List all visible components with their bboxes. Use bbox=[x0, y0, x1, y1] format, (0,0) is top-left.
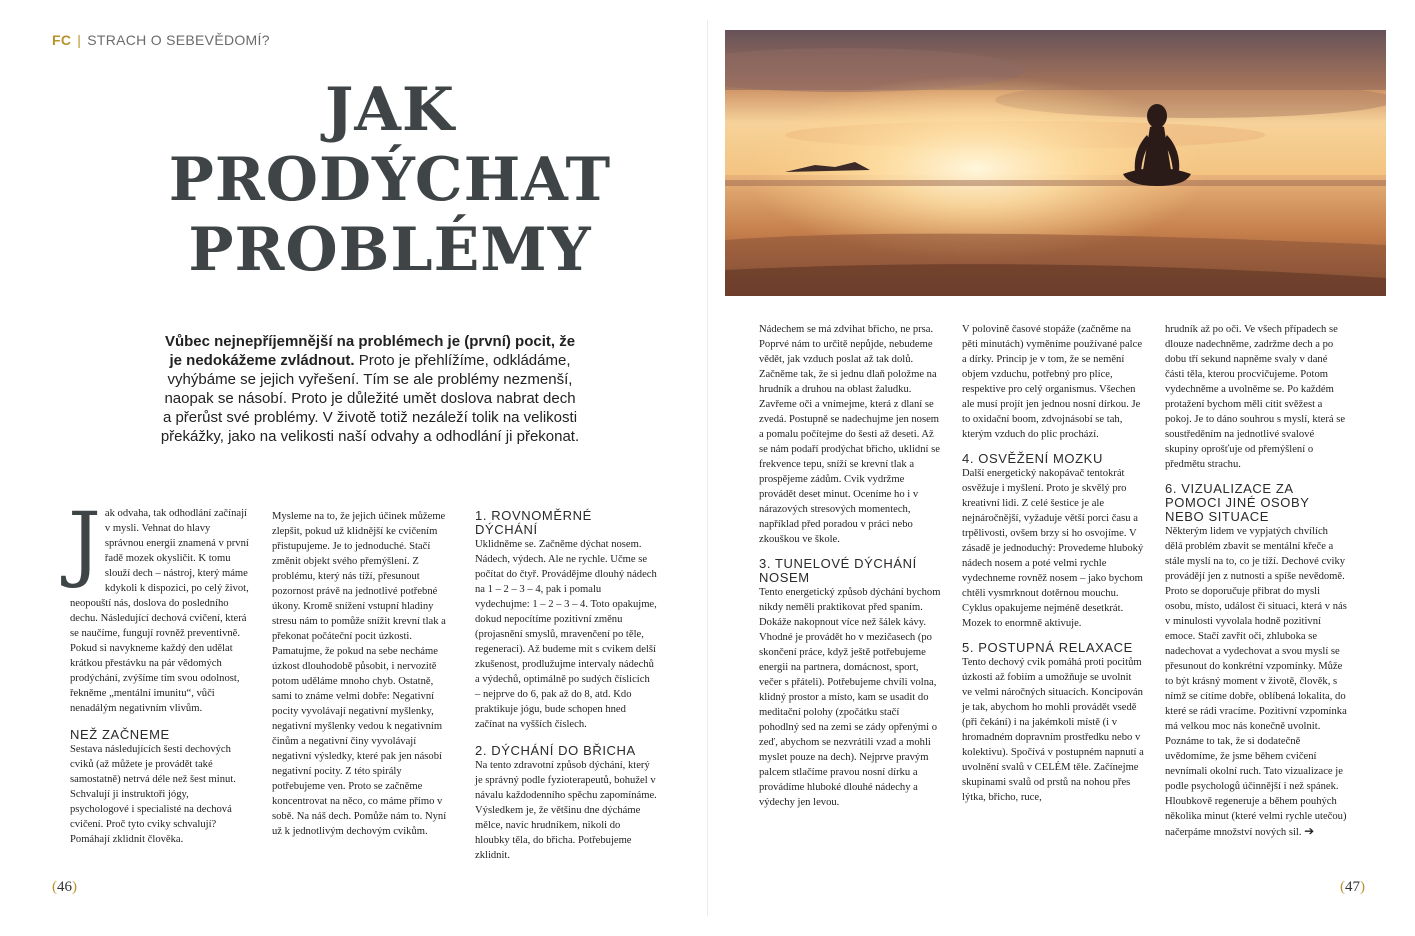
column-5 bbox=[962, 322, 1144, 805]
intro-paragraph: ak odvaha, tak odhodlání začínají v mysli. Vehnat do hlavy správnou energii znamená v první řadě mozek okysličit. K tomu slouží dech – nástroj, který máme kdykoli k dispozici, po celý život, neopouští nás, doslova do posledního dechu. Následující dechová cvičení, která se naučíme, fungují rovněž preventivně. Pokud si navykneme každý den udělat krátkou přestávku na pár vědomých prodýchání, zvýšíme tím svou odolnost, řekněme „mentální imunitu“, vůči nenadálým negativním vlivům. bbox=[70, 508, 249, 714]
paragraph-nez-zacneme: Sestava následujících šesti dechových cviků (až můžete je provádět také samostatně) netrvá déle než šest minut. Schvalují ji instruktoři jógy, psychologové i specialisté na dechová cvičení. Proč tyto cviky schvalují? Pomáhají zklidnit člověka. bbox=[70, 744, 236, 845]
column-2 bbox=[272, 509, 452, 839]
page-gutter bbox=[707, 20, 708, 916]
paragraph-exercise-2: Na tento zdravotní způsob dýchání, který je správný podle fyzioterapeutů, bohužel v návalu každodenního spěchu zapomínáme. Výsledkem je, že většinu dne dýcháme mělce, navíc hrudníkem, nikoli do hloubky těla, do břicha. Potřebujeme zklidnit. bbox=[475, 760, 657, 861]
title-line-2: PRODÝCHAT bbox=[168, 145, 612, 215]
paragraph-exercise-3-cont: V polovině časové stopáže (začněme na pěti minutách) vyměníme používané palce a dírky. Princip je v tom, že se nemění objem vzduchu, potřebný pro plíce, respektive pro celý organismus. Všechen ale musí projít jen jednou nosní dírkou. Je to oxidační boom, zdvojnásobí se tah, kterým vzduch do plic prochází. bbox=[962, 324, 1143, 440]
magazine-code: FC bbox=[52, 32, 72, 48]
paragraph-exercise-5: Tento dechový cvik pomáhá proti pocitům úzkosti až fobiím a umožňuje se uvolnit ve velmi náročných situacích. Koncipován je tak, abychom ho mohli provádět vsedě (při čekání) i na jakémkoli místě (i v hromadném dopravním prostředku nebo v kolektivu). Spočívá v postupném napnutí a uvolnění svalů v CELÉM těle. Začínejme skupinami svalů od prstů na nohou přes lýtka, břicho, ruce, bbox=[962, 657, 1144, 803]
page-number-right: (47) bbox=[1340, 879, 1365, 895]
paragraph-exercise-5-cont: hrudník až po oči. Ve všech případech se dlouze nadechněme, zadržme dech a po dobu tří sekund napněme svaly v dané části těla, kterou procvičujeme. Potom vydechněme a uvolněme se. Po každém protažení bychom měli cítit svěžest a pokoj. Je to dáno souhrou s myslí, která se soustředěním na jednotlivé svalové skupiny oprošťuje od přemýšlení o předmětu strachu. bbox=[1165, 324, 1346, 470]
lead-bold: Vůbec nejnepříjemnější na problémech je (první) pocit, že je nedokážeme zvládnout. bbox=[164, 333, 576, 369]
article-lead bbox=[160, 332, 580, 446]
column-3 bbox=[475, 509, 657, 863]
heading-exercise-6: 6. VIZUALIZACE ZA POMOCI JINÉ OSOBY NEBO SITUACE bbox=[1165, 481, 1310, 524]
paragraph-exercise-3: Tento energetický způsob dýchání bychom nikdy neměli praktikovat před spaním. Dokáže nakopnout více než šálek kávy. Vhodné je provádět ho v mezičasech (po skončení práce, když ještě potřebujeme energii na partnera, domácnost, sport, večer s přáteli). Potřebujeme chvíli volna, klidný prostor a místo, kam se usadit do meditační polohy (zpočátku stačí pohodlný sed na zemi se zády opřenými o zeď, abychom se nezvrátili vzad a mohli myslet pouze na dech). Nejprve pravým palcem stlačíme pravou nosní dírku a provádíme hluboké dlouhé nádechy a výdechy jen levou. bbox=[759, 587, 941, 808]
heading-exercise-1: 1. ROVNOMĚRNÉ DÝCHÁNÍ bbox=[475, 508, 592, 537]
paragraph-exercise-6: Některým lidem ve vypjatých chvílích dělá problém zbavit se mentální křeče a stále myslí na to, co je tíží. Dechové cviky provádějí jen z nutnosti a spíše nevědomě. Proto se doporučuje přibrat do mysli osobu, místo, událost či situaci, která v nás v minulosti vyvolala hodně pozitivní emoce. Stačí zavřít oči, zhluboka se nadechovat a vydechovat a svou myslí se přesunout do konkrétní vzpomínky. Může to být krásný moment v životě, člověk, s nímž se cítíme dobře, oblíbená lokalita, do které se rádi vracíme. Pozitivní vzpomínka má velkou moc nás konečně uvolnit. Poznáme to tak, že si dodatečně uvědomíme, že jsme během cvičení nevnímali okolní ruch. Tato vizualizace je podle psychologů účinnější i než spánek. Hloubkově regeneruje a během pouhých několika minut (které velmi rychle utečou) načerpáme množství nových sil. ➔ bbox=[1165, 526, 1347, 838]
paragraph-exercise-2-cont: Nádechem se má zdvihat břicho, ne prsa. Poprvé nám to určitě nepůjde, nebudeme vědět, jak vzduch poslat až tak dolů. Začněme tak, že si jednu dlaň položme na hrudník a druhou na oblast žaludku. Zavřeme oči a vnímejme, která z dlaní se zvedá. Postupně se nadechujme jen nosem a pomalu počítejme do šesti až deseti. Až se nám podaří prodýchat břicho, uklidní se frekvence tepu, sníží se krevní tlak a prospějeme zádům. Cvik vydržme provádět deset minut. Oceníme ho i v nárazových stresových momentech, například před poradou v práci nebo zkouškou ve škole. bbox=[759, 324, 940, 545]
page-number-left: (46) bbox=[52, 879, 77, 895]
heading-exercise-2: 2. DÝCHÁNÍ DO BŘICHA bbox=[475, 743, 636, 758]
heading-exercise-4: 4. OSVĚŽENÍ MOZKU bbox=[962, 451, 1103, 466]
paragraph-col2: Mysleme na to, že jejich účinek můžeme zlepšit, pokud už klidnější ke cvičením přistupujeme. Je to jednoduché. Stačí změnit objekt svého přemýšlení. Z problému, který nás tíží, přesunout pozornost právě na jednotlivé potřebné úkony. Kromě snížení vstupní hladiny stresu nám to pomůže snížit krevní tlak a překonat počáteční pocit úzkosti. Pamatujme, že pokud na sebe necháme úzkost dlouhodobě působit, i nervozitě potom uděláme mnoho chyb. Ostatně, sami to známe velmi dobře: Negativní pocity vyvolávají negativní myšlenky, negativní myšlenky vedou k negativním činům a negativní činy vyvolávají negativní výsledky, které pak jen násobí negativní pocity. Z této spirály potřebujeme ven. Proto se začněme koncentrovat na něco, co máme přímo v sobě. Na náš dech. Pomůže nám to. Nyní už k jednotlivým dechovým cvikům. bbox=[272, 511, 447, 837]
drop-cap: J bbox=[68, 496, 101, 591]
title-line-1: JAK bbox=[324, 75, 456, 145]
article-title bbox=[150, 75, 630, 285]
header-separator: | bbox=[77, 32, 82, 48]
paragraph-exercise-4: Další energetický nakopávač tentokrát osvěžuje i myšlení. Proto je skvělý pro kreativní lidi. Z celé šestice je ale nejnáročnější, vyžaduje větší porci času a trpělivosti, ovšem brzy si ho osvojíme. V zásadě je jednoduchý: Provedeme hluboký nádech nosem a poté velmi rychle vydechneme rovněž nosem – jako bychom chtěli vysmrknout dotěrnou mouchu. Cyklus opakujeme nejméně desetkrát. Mozek to enormně aktivuje. bbox=[962, 468, 1144, 629]
section-header bbox=[52, 32, 270, 48]
section-name: STRACH O SEBEVĚDOMÍ? bbox=[87, 32, 270, 48]
column-6 bbox=[1165, 322, 1348, 840]
meditation-sunset-photo bbox=[725, 30, 1386, 296]
column-1 bbox=[68, 496, 250, 847]
column-4 bbox=[759, 322, 941, 810]
continue-arrow-icon: ➔ bbox=[1304, 824, 1315, 838]
heading-exercise-5: 5. POSTUPNÁ RELAXACE bbox=[962, 640, 1133, 655]
paragraph-exercise-1: Uklidněme se. Začněme dýchat nosem. Nádech, výdech. Ale ne rychle. Učme se počítat do čtyř. Provádějme dlouhý nádech na 1 – 2 – 3 – 4, pak i pomalu vydechujme: 1 – 2 – 3 – 4. Toto opakujme, dokud nepocítíme pozitivní změnu (projasnění smyslů, mravenčení po těle, regeneraci). Až budeme mít s cvikem delší zkušenost, prodlužujme intervaly nádechů a výdechů, optimálně po sudých číslicích – nejprve do 6, pak až do 8, atd. Kdo praktikuje jógu, bude schopen hned začínat na vyšších číslech. bbox=[475, 539, 657, 730]
heading-exercise-3: 3. TUNELOVÉ DÝCHÁNÍ NOSEM bbox=[759, 556, 917, 585]
lead-text: Proto je přehlížíme, odkládáme, vyhýbáme se jejich vyřešení. Tím se ale problémy nezmenší, naopak se násobí. Proto je důležité umět doslova nabrat dech a přerůst své problémy. V životě totiž nezáleží tolik na velikosti překážky, jako na velikosti naší odvahy a odhodlání ji překonat. bbox=[160, 352, 580, 445]
title-line-3: PROBLÉMY bbox=[188, 215, 592, 285]
heading-nez-zacneme: NEŽ ZAČNEME bbox=[70, 727, 170, 742]
photo-illustration bbox=[725, 30, 1386, 296]
